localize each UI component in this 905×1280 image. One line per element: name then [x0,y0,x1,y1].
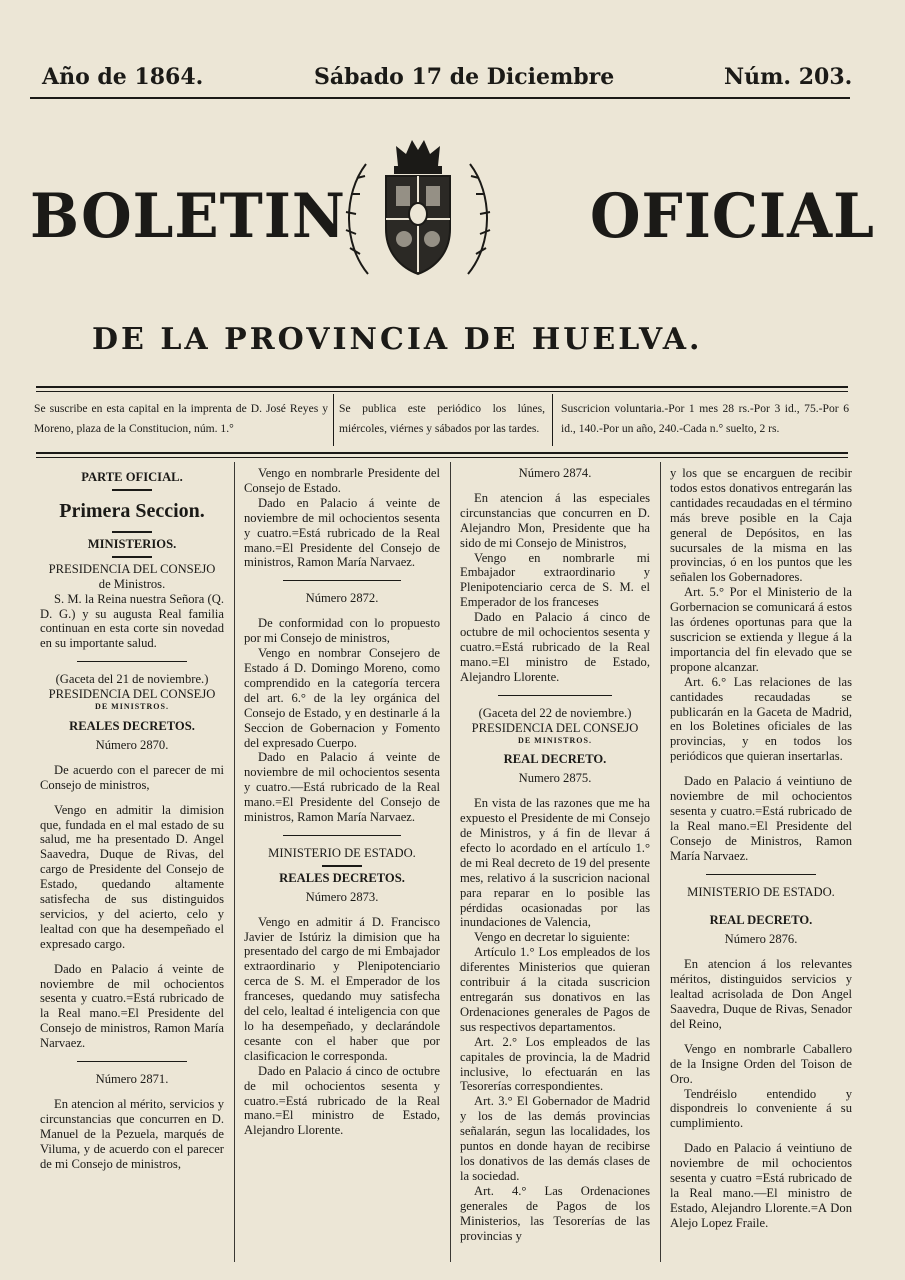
top-rule [30,97,850,99]
column-divider-2 [450,462,451,1262]
column-3 [460,466,650,1243]
info-top-rule [36,386,848,388]
article-paragraph: Tendréislo entendido y dispondreis lo conveniente á su cumplimiento. [670,1086,852,1131]
column-1 [40,466,224,1172]
info-right: Suscricion voluntaria.-Por 1 mes 28 rs.-Por 3 id., 75.-Por 6 id., 140.-Por un año, 240.-Cada n.° suelto, 2 rs. [561,402,849,435]
separator [77,661,187,662]
article-paragraph: Dado en Palacio á cinco de octubre de mil ochocientos sesenta y cuatro.=Está rubricado de la Real mano.=El ministro de Estado, Alejandro Llorente. [244,1063,440,1138]
article-paragraph: De acuerdo con el parecer de mi Consejo de ministros, [40,762,224,792]
title-left: BOLETIN [30,180,346,252]
info-middle: Se publica este periódico los lúnes, miércoles, viérnes y sábados por las tardes. [339,402,545,435]
year-label: Año de 1864. [42,64,204,90]
section-heading: PRESIDENCIA DEL CONSEJO [471,720,639,735]
separator [498,695,612,696]
section-subheading: de Ministros. [98,576,166,591]
article-paragraph: Art. 2.° Los empleados de las capitales de provincia, la de Madrid inclusive, lo efectuarán en las Tesorerías correspondientes. [460,1034,650,1094]
separator [77,1061,187,1062]
coat-of-arms-icon [338,134,498,284]
ministerios-heading: MINISTERIOS. [87,536,177,551]
decree-heading: REALES DECRETOS. [279,870,405,885]
article-paragraph: S. M. la Reina nuestra Señora (Q. D. G.) y su augusta Real familia continuan en esta corte sin novedad en su importante salud. [40,591,224,651]
article-paragraph: En vista de las razones que me ha expuesto el Presidente de mi Consejo de Ministros, y á fin de llevar á efecto lo acordado en el artículo 1.° de mi Real decreto de 19 del presente mes, relativo á la suscricion nacional para reparar en lo posible las pérdidas ocasionadas por las inundaciones de Valencia, [460,796,650,930]
article-paragraph: Art. 5.° Por el Ministerio de la Gorbernacion se comunicará á estos las órdenes oportunas para que la suscricion se extienda y llegue á la importancia del fin elevado que se propone alcanzar. [670,585,852,674]
issue-number: Núm. 203. [724,64,853,90]
ornament [112,489,152,491]
column-divider-1 [234,462,235,1262]
column-divider-3 [660,462,661,1262]
article-paragraph: En atencion al mérito, servicios y circunstancias que concurren en D. Manuel de la Pezuela, marqués de Viluma, y de acuerdo con el parecer de mi Consejo de ministros, [40,1097,224,1171]
info-bottom-rule [36,452,848,454]
column-4 [670,466,852,1231]
info-divider-2 [552,394,553,446]
article-paragraph: De conformidad con lo propuesto por mi Consejo de ministros, [244,616,440,646]
article-paragraph: Vengo en nombrarle Presidente del Consejo de Estado. [244,466,440,495]
separator [283,580,401,581]
info-bottom-rule-2 [36,457,848,458]
decree-number: Número 2872. [305,591,379,606]
article-paragraph: Art. 6.° Las relaciones de las cantidades recaudadas se publicarán en la Gaceta de Madrid, en los Boletines oficiales de las provincias, y en todos los periódicos que quieran insertarlas. [670,674,852,764]
decree-number: Número 2871. [95,1072,169,1087]
info-top-rule-2 [36,391,848,392]
article-paragraph: Dado en Palacio á veinte de noviembre de mil ochocientos sesenta y cuatro.=Está rubricado de la Real mano.=El Presidente del Consejo de ministros, Ramon María Narvaez. [40,961,224,1051]
title-right: OFICIAL [590,180,875,252]
decree-number: Número 2870. [95,737,169,752]
article-paragraph: Dado en Palacio á veintiuno de noviembre de mil ochocientos sesenta y cuatro.=Está rubricado de la Real mano.=El Presidente del Consejo de Ministros, Ramon María Narvaez. [670,774,852,863]
article-paragraph: Vengo en decretar lo siguiente: [474,930,630,945]
date-label: Sábado 17 de Diciembre [314,64,615,90]
article-paragraph: Dado en Palacio á cinco de octubre de mil ochocientos sesenta y cuatro.=Está rubricado de la Real mano.=El ministro de Estado, Alejandro Llorente. [460,610,650,684]
article-paragraph: Vengo en admitir á D. Francisco Javier de Istúriz la dimision que ha presentado del cargo de mi Embajador extraordinario y Plenipotenciario cerca de S. M. el Emperador de los franceses, quedando muy satisfecha del celo, lealtad é inteligencia con que lo ha desempeñado, y declarándole cesante con el haber que por clasificacion le corresponda. [244,914,440,1063]
parte-oficial-heading: PARTE OFICIAL. [81,470,183,484]
article-paragraph: Art. 3.° El Gobernador de Madrid y los de las demás provincias señalarán, segun las localidades, los puntos en donde hayan de recibirse los donativos de las demás clases de la sociedad. [460,1094,650,1183]
article-paragraph: Dado en Palacio á veintiuno de noviembre de mil ochocientos sesenta y cuatro =Está rubricado de la Real mano.—El ministro de Estado, Alejandro Llorente.=A Don Alejo Lopez Fraile. [670,1141,852,1230]
gaceta-reference: (Gaceta del 21 de noviembre.) [55,672,209,687]
info-divider-1 [333,394,334,446]
ornament [112,531,152,533]
separator [283,835,401,836]
column-2 [244,466,440,1138]
article-paragraph: Vengo en nombrarle Caballero de la Insigne Orden del Toison de Oro. [670,1041,852,1086]
decree-heading: REALES DECRETOS. [69,718,195,733]
decree-heading: REAL DECRETO. [503,752,607,767]
article-paragraph: y los que se encarguen de recibir todos estos donativos entregarán las cantidades recaudadas en el término más breve posible en la Caja general de Depósitos, en las sucursales de la misma en las provincias, ó en los puntos que les señalen los Gobernadores. [670,466,852,585]
decree-heading: REAL DECRETO. [709,913,813,928]
article-paragraph: Art. 4.° Las Ordenaciones generales de Pagos de los Ministerios, las Tesorerías de las provincias y [460,1183,650,1243]
ornament [112,556,152,558]
article-paragraph: Vengo en admitir la dimision que, fundada en el mal estado de su salud, me ha presentado D. Angel Saavedra, Duque de Rivas, del cargo de Presidente del Consejo de Estado, quedando altamente satisfecha de sus distinguidos servicios, y del acierto, celo y lealtad con que ha desempeñado el expresado cargo. [40,802,224,951]
article-paragraph: Dado en Palacio á veinte de noviembre de mil ochocientos sesenta y cuatro.—Está rubricado de la Real mano.=El Presidente del Consejo de ministros, Ramon María Narvaez. [244,750,440,825]
article-paragraph: Vengo en nombrarle mi Embajador extraordinario y Plenipotenciario cerca de S. M. el Emperador de los franceses [460,550,650,610]
article-paragraph: En atencion á las especiales circunstancias que concurren en D. Alejandro Mon, Presidente que ha sido de mi Consejo de Ministros, [460,490,650,550]
info-left: Se suscribe en esta capital en la imprenta de D. José Reyes y Moreno, plaza de la Constitucion, núm. 1.° [34,402,328,435]
decree-number: Número 2874. [518,466,592,480]
decree-number: Número 2876. [724,932,798,947]
gaceta-reference: (Gaceta del 22 de noviembre.) [478,705,632,720]
primera-seccion-heading: Primera Seccion. [59,499,205,522]
article-paragraph: En atencion á los relevantes méritos, distinguidos servicios y lealtad acrisolada de Don Angel Saavedra, Duque de Rivas, Senador del Reino, [670,957,852,1031]
section-heading: PRESIDENCIA DEL CONSEJO [48,687,216,702]
section-subheading: DE MINISTROS. [95,702,169,712]
section-heading: PRESIDENCIA DEL CONSEJO [48,561,216,576]
ministry-heading: MINISTERIO DE ESTADO. [687,884,835,899]
section-subheading: DE MINISTROS. [518,735,592,745]
separator [706,874,815,875]
decree-number: Numero 2875. [518,771,592,786]
subtitle: DE LA PROVINCIA DE HUELVA. [92,322,703,357]
article-paragraph: Artículo 1.° Los empleados de los diferentes Ministerios que quieran contribuir á la citada suscricion entregarán sus donativos en las Ordenaciones generales de Pagos de sus respectivos departamentos. [460,945,650,1034]
ministry-heading: MINISTERIO DE ESTADO. [268,845,416,860]
ornament [322,865,362,867]
decree-number: Número 2873. [305,889,379,904]
article-paragraph: Dado en Palacio á veinte de noviembre de mil ochocientos sesenta y cuatro.=Está rubricado de la Real mano.=El Presidente del Consejo de ministros, Ramon María Narvaez. [244,495,440,570]
article-paragraph: Vengo en nombrar Consejero de Estado á D. Domingo Moreno, como comprendido en la categoría tercera del art. 6.° de la ley orgánica del Consejo de Estado, y en destinarle á la Seccion de Gobernacion y Fomento del expresado Cuerpo. [244,646,440,750]
